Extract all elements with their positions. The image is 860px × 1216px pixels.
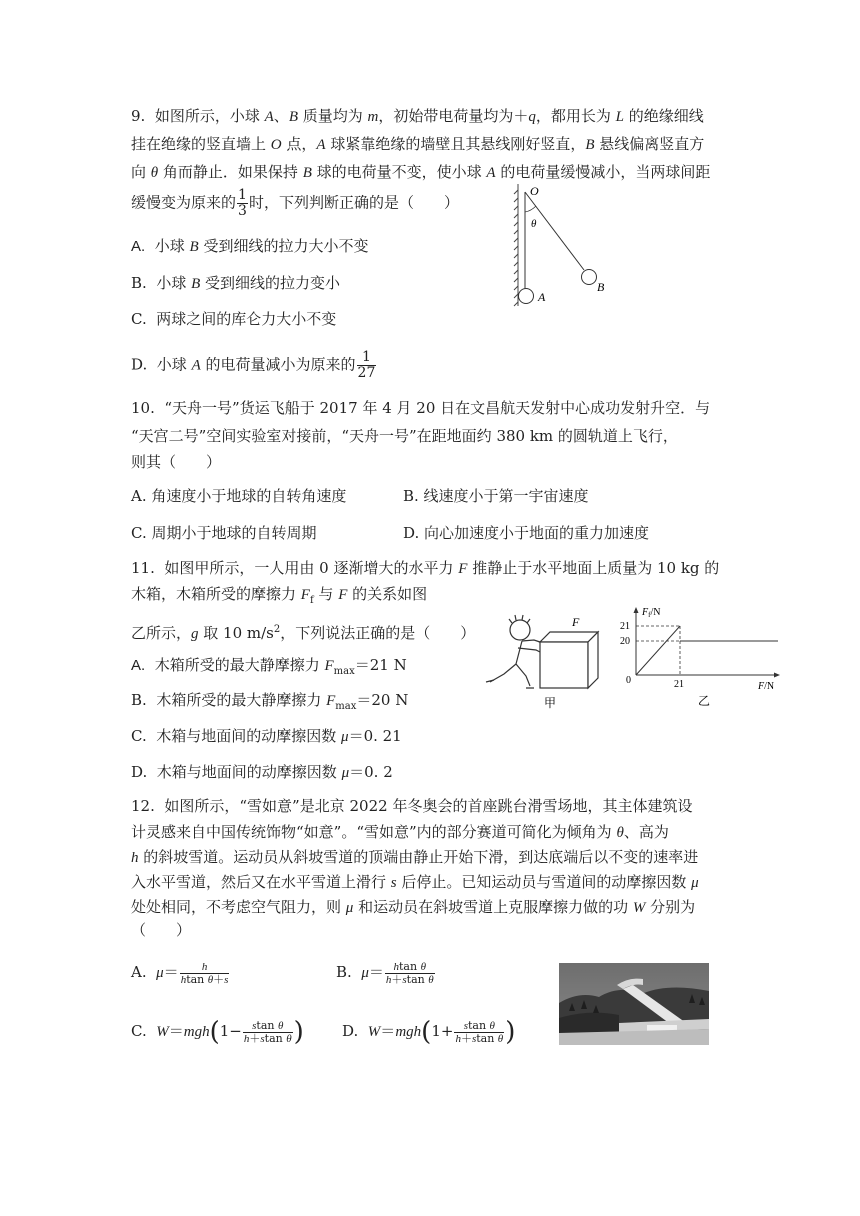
label-a: A — [538, 290, 546, 304]
q11-figure-yi — [618, 605, 788, 710]
q9-line-2: 挂在绝缘的竖直墙上 O 点，A 球紧靠绝缘的墙壁且其悬线刚好竖直，B 悬线偏离竖直方 — [131, 135, 705, 153]
q12-line-1: 12. 如图所示，“雪如意”是北京 2022 年冬奥会的首座跳台滑雪场地，其主体建筑设 — [131, 797, 693, 815]
q10-line-1: 10. “天舟一号”货运飞船于 2017 年 4 月 20 日在文昌航天发射中心成功发射升空．与 — [131, 399, 711, 417]
q11-figure-jia — [478, 610, 608, 710]
ball-b — [582, 270, 597, 285]
q11-line-1: 11. 如图甲所示，一人用由 0 逐渐增大的水平力 F 推静止于水平地面上质量为 10 kg 的 — [131, 559, 720, 577]
ball-a — [519, 289, 534, 304]
x-axis-label: F/N — [758, 681, 775, 692]
caption-yi: 乙 — [698, 694, 711, 708]
label-b: B — [597, 280, 605, 294]
q12-option-c: C. W＝mgh(1− $\frac{\text{stan θ}}{\text{h＋stan θ}}$ ) — [131, 1017, 304, 1047]
x-tick-21: 21 — [674, 679, 684, 690]
q9-option-d: D. 小球 A 的电荷量减小为原来的 $\frac{1}{27}$ — [131, 349, 376, 381]
q9-line-4: 缓慢变为原来的 $\frac{1}{3}$ 时，下列判断正确的是（ ） — [131, 187, 459, 219]
q12-line-6: （ ） — [131, 921, 192, 939]
q9-line-3: 向 θ 角而静止．如果保持 B 球的电荷量不变，使小球 A 的电荷量缓慢减小，当两球间距 — [131, 163, 711, 181]
q11-option-a: A. 木箱所受的最大静摩擦力 $F_{max}=21$ N — [131, 656, 407, 677]
origin-label: 0 — [626, 675, 631, 686]
q10-line-3: 则其（ ） — [131, 453, 222, 471]
caption-jia: 甲 — [544, 696, 557, 710]
q11-option-d: D. 木箱与地面间的动摩擦因数 μ＝0. 2 — [131, 763, 393, 781]
q9-pendulum-figure — [500, 180, 620, 310]
y-tick-20: 20 — [620, 636, 630, 647]
q12-option-a: A. μ＝ $\frac{h}{\text{htan θ＋s}}$ — [131, 960, 229, 986]
q12-option-b: B. μ＝ $\frac{\text{htan θ}}{\text{h＋stan θ}}$ — [336, 959, 434, 986]
q12-line-3: h 的斜坡雪道。运动员从斜坡雪道的顶端由静止开始下滑，到达底端后以不变的速率进 — [131, 848, 699, 866]
q9-option-c: C. 两球之间的库仑力大小不变 — [131, 310, 337, 328]
wall-hatching — [514, 184, 518, 306]
q12-line-5: 处处相同，不考虑空气阻力，则 μ 和运动员在斜坡雪道上克服摩擦力做的功 W 分别为 — [131, 898, 696, 916]
theta-arc — [525, 206, 536, 212]
string-b — [525, 192, 584, 270]
q10-option-c: C. 周期小于地球的自转周期 — [131, 524, 317, 542]
y-axis-label: $F_f/N$ — [642, 607, 661, 619]
q10-line-2: “天宫二号”空间实验室对接前，“天舟一号”在距地面约 380 km 的圆轨道上飞行， — [131, 427, 678, 445]
q9-line-1: 9. 如图所示，小球 A、B 质量均为 m，初始带电荷量均为＋q，都用长为 L 的绝缘细线 — [131, 107, 704, 125]
q9-option-b: B. 小球 B 受到细线的拉力变小 — [131, 274, 341, 292]
person-pushing-icon — [486, 615, 540, 688]
y-axis-arrow — [634, 607, 639, 613]
q9-option-a: A. 小球 B 受到细线的拉力大小不变 — [131, 237, 369, 255]
q11-line-2: 木箱，木箱所受的摩擦力 $F_f$ 与 F 的关系如图 — [131, 585, 428, 606]
q12-line-2: 计灵感来自中国传统饰物“如意”。“雪如意”内的部分赛道可简化为倾角为 θ、高为 — [131, 823, 669, 841]
q10-option-d: D. 向心加速度小于地面的重力加速度 — [403, 524, 650, 542]
q10-option-a: A. 角速度小于地球的自转角速度 — [131, 487, 347, 505]
static-friction-line — [636, 626, 680, 675]
x-axis-arrow — [774, 673, 780, 678]
label-o: O — [530, 184, 539, 198]
q10-option-b: B. 线速度小于第一宇宙速度 — [403, 487, 589, 505]
push-force-label: F — [572, 615, 580, 629]
q11-line-3: 乙所示，g 取 10 $m/s^2$，下列说法正确的是（ ） — [131, 624, 476, 642]
y-tick-21: 21 — [620, 621, 630, 632]
ski-jump-photo — [559, 963, 709, 1045]
label-theta: θ — [531, 218, 537, 230]
q12-option-d: D. W＝mgh(1+ $\frac{\text{stan θ}}{\text{h＋stan θ}}$ ) — [342, 1017, 516, 1047]
box-icon — [540, 632, 598, 688]
q11-option-b: B. 木箱所受的最大静摩擦力 $F_{max}=20$ N — [131, 691, 409, 712]
q11-option-c: C. 木箱与地面间的动摩擦因数 μ＝0. 21 — [131, 727, 402, 745]
q12-line-4: 入水平雪道，然后又在水平雪道上滑行 s 后停止。已知运动员与雪道间的动摩擦因数 μ — [131, 873, 699, 891]
